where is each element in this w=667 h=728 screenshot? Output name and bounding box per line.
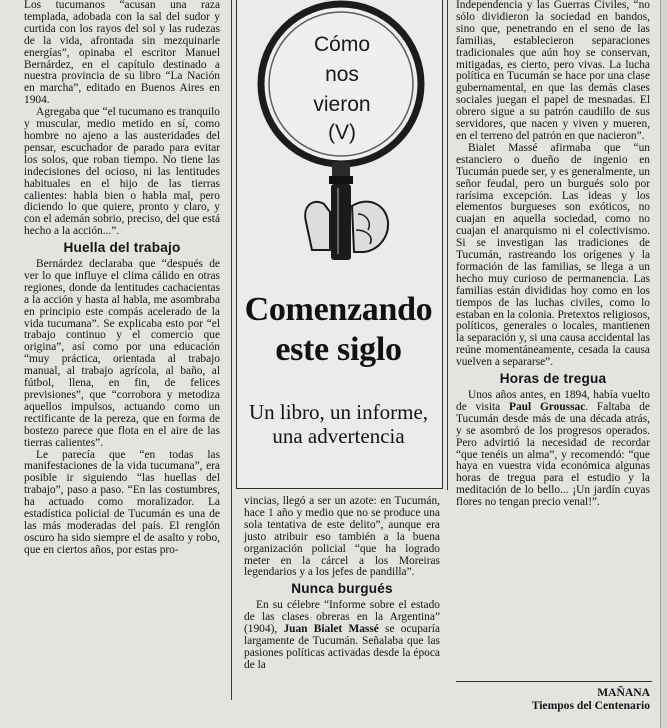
footer-divider xyxy=(456,681,652,682)
article-paragraph: Agregaba que “el tucumano es tranquilo y muscular, medio metido en sí, como hombre no ajeno a las austeridades del pensar, escuchador de parado para evitar los solos, que roban tiempo. No tiene las indecisiones del ocioso, ni las lentitudes habituales en el hijo de las tierras calientes: habla bien o habla mal, pero diciendo lo que quiere, pronto y claro, y con el ademán sobrio, preciso, del que está hecho a la acción...”. xyxy=(24,106,220,238)
loupe-collar xyxy=(329,176,353,184)
footer-series-title: Tiempos del Centenario xyxy=(531,699,650,712)
section-heading-huella: Huella del trabajo xyxy=(63,240,181,256)
article-paragraph: vincias, llegó a ser un azote: en Tucumán, hace 1 año y medio que no se produce una sola tentativa de este delito”, aunque era justo atribuir eso también a la buena organización policial “que ha logrado meter en la cárcel a los Moreiras legendarios y a los jefes de pandilla”. xyxy=(244,495,440,579)
feature-subhead: Un libro, un informe, una advertencia xyxy=(248,400,429,448)
column-divider xyxy=(231,0,232,700)
footer-next: MAÑANA xyxy=(597,686,650,699)
loupe-text-line: nos xyxy=(325,63,359,86)
bold-name: Juan Bialet Massé xyxy=(283,623,379,636)
section-heading-horas-de-tregua: Horas de tregua xyxy=(499,371,607,387)
loupe-text-line: Cómo xyxy=(313,33,371,56)
left-column xyxy=(24,0,220,557)
headline-line: Comenzando xyxy=(244,291,433,328)
column-divider xyxy=(447,0,448,490)
article-paragraph: En su célebre “Informe sobre el estado de las clases obreras en la Argentina” (1904), Juan Bialet Massé se ocuparía largamente de Tucumán. Señalaba que las pasiones políticas activadas desde la época de la xyxy=(244,599,440,671)
article-paragraph: Bernárdez declaraba que “después de ver lo que influye el clima cálido en otras regiones, donde da lentitudes cachacientas a la acción y hasta al habla, me asombraba en principio este compás acelerado de la vida tucumana”. Se explicaba esto por “el trabajo continuo y el comercio que origina”, así como por una educación “muy práctica, orientada al trabajo manual, al trabajo agrícola, al baño, al fútbol, llena, en fin, de felices previsiones”, que “corrobora y metodiza aquellos impulsos, actuando como un rectificante de la pereza, que en forma de bostezo parece que flota en el aire de las tierras calientes”. xyxy=(24,258,220,449)
bold-name: Paul Groussac xyxy=(509,400,586,413)
article-paragraph: Independencia y las Guerras Civiles, “no sólo dividieron la sociedad en bandos, sino que, penetrando en el seno de las familias, establecieron separaciones tradicionales que aún hoy se conservan, mitigadas, es cierto, pero vivas. La lucha política en Tucumán se hace por una clase gubernamental, en que las demás clases sociales juegan el papel de mesnadas. El obrero sigue a su patrón caudillo de sus servidores, que nacen y viven y mueren, en el terreno del patrón en que nacieron”. xyxy=(456,0,650,142)
page-edge xyxy=(660,0,667,728)
feature-headline xyxy=(236,290,441,370)
loupe-neck xyxy=(332,162,350,176)
series-footer xyxy=(456,686,650,712)
right-column xyxy=(456,0,650,509)
middle-column xyxy=(244,496,440,672)
section-heading-nunca-burgues: Nunca burgués xyxy=(291,581,393,597)
loupe-handle xyxy=(331,184,351,260)
article-paragraph: Los tucumanos “acusan una raza templada, adobada con la sal del sudor y curtida con los rayos del sol y las rudezas de la vida, afrontada sin mezquinarle energías”, opinaba el escritor Manuel Bernárdez, en el capítulo destinado a nuestra provincia de su libro “La Nación en marcha”, editado en Buenos Aires en 1904. xyxy=(24,0,220,107)
article-paragraph: Le parecía que “en todas las manifestaciones de la vida tucumana”, era posible ir siguiendo “las huellas del trabajo”, paso a paso. “En las costumbres, ha actuado como moralizador. La estadística policial de Tucumán es una de las más moderadas del país. El renglón oscuro ha sido siempre el de asalto y robo, que en ciertos años, por estas pro- xyxy=(24,448,220,556)
article-paragraph: Bialet Massé afirmaba que “un estanciero o dueño de ingenio en Tucumán puede ser, y es generalmente, un señor feudal, pero un burgués solo por rarísima excepción. Las ideas y los elementos burgueses son exóticos, no cuajan en aquella sociedad, como no cuajan el anarquismo ni el colectivismo. Si se investigan las tradiciones de Tucumán, rastreando los orígenes y la formación de las familias, se llega a un hecho muy curioso de permanencia. Las familias están divididas hoy como en los tiempos de las luchas civiles, como lo estaban en la colonia. Pretextos religiosos, políticos, generales o locales, mantienen la separación y, si una causa accidental las reúne momentáneamente, cesada la causa vuelven a separarse”. xyxy=(456,141,650,369)
loupe-text-line: vieron xyxy=(313,93,371,116)
headline-line: este siglo xyxy=(275,331,402,368)
article-paragraph: Unos años antes, en 1894, había vuelto de visita Paul Groussac. Faltaba de Tucumán desde más de una década atrás, y se asombró de los progresos operados. Pero advirtió la necesidad de recordar “que tenéis un alma”, y recomendó: “que haya en vuestra vida económica algunas horas de tregua para el estudio y la meditación de lo bello... ¡Un jardín cuyas flores no tengan precio venal!”. xyxy=(456,389,650,509)
loupe-text-line: (V) xyxy=(328,121,356,144)
